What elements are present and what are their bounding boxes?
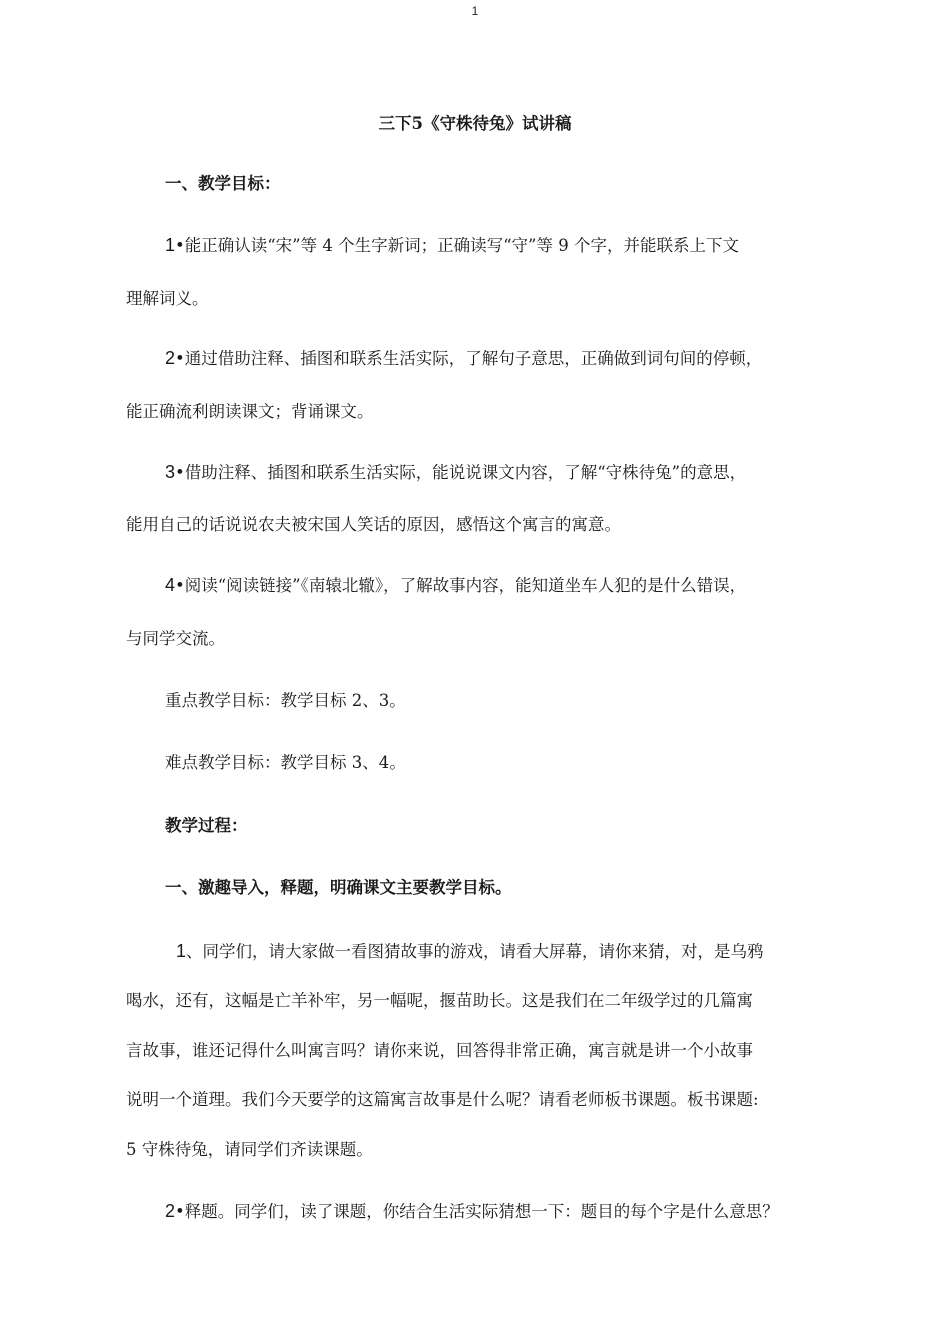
goal-2-text: •通过借助注释、插图和联系生活实际，了解句子意思，正确做到词句间的停顿， [175,349,763,368]
para-2-line-1 [165,1199,875,1224]
goal-3-text: •借助注释、插图和联系生活实际，能说说课文内容，了解“守株待兔”的意思， [175,463,747,482]
para-1-line-2: 喝水，还有，这幅是亡羊补牢，另一幅呢，揠苗助长。这是我们在二年级学过的几篇寓 [126,991,753,1010]
goal-3-number: 3 [165,462,176,482]
para-2-text: •释题。同学们，读了课题，你结合生活实际猜想一下：题目的每个字是什么意思？ [175,1202,779,1221]
goal-3-line-1 [165,460,875,485]
para-1-line-4: 说明一个道理。我们今天要学的这篇寓言故事是什么呢？请看老师板书课题。板书课题: [126,1090,759,1109]
goal-4-line-1 [165,573,875,598]
goal-1-text: •能正确认读“宋”等 4 个生字新词；正确读写“守”等 9 个字，并能联系上下文 [175,236,739,255]
step-1-heading: 一、激趣导入，释题，明确课文主要教学目标。 [165,878,512,897]
para-2-number: 2 [165,1201,176,1221]
para-1-line-3: 言故事，谁还记得什么叫寓言吗？请你来说，回答得非常正确，寓言就是讲一个小故事 [126,1041,753,1060]
key-goal: 重点教学目标：教学目标 2、3。 [165,691,406,710]
para-1-line-5: 5 守株待兔，请同学们齐读课题。 [126,1140,373,1159]
goal-2-line-1 [165,346,875,371]
goal-2-line-2: 能正确流利朗读课文；背诵课文。 [126,402,374,421]
goal-4-text: •阅读“阅读链接”《南辕北辙》，了解故事内容，能知道坐车人犯的是什么错误， [175,576,747,595]
process-heading: 教学过程： [165,816,248,835]
para-1-line-1 [176,939,886,964]
section-heading-goals: 一、教学目标： [165,174,281,193]
para-1-text: 、同学们，请大家做一看图猜故事的游戏，请看大屏幕，请你来猜，对，是乌鸦 [186,942,764,961]
goal-4-line-2: 与同学交流。 [126,629,225,648]
difficult-goal: 难点教学目标：教学目标 3、4。 [165,753,406,772]
goal-3-line-2: 能用自己的话说说农夫被宋国人笑话的原因，感悟这个寓言的寓意。 [126,515,621,534]
para-1-number: 1 [176,941,187,961]
goal-1-number: 1 [165,235,176,255]
goal-1-line-2: 理解词义。 [126,289,209,308]
goal-4-number: 4 [165,575,176,595]
document-title: 三下5《守株待兔》试讲稿 [378,114,572,133]
goal-2-number: 2 [165,348,176,368]
page-number: 1 [471,4,479,18]
goal-1-line-1 [165,233,875,258]
